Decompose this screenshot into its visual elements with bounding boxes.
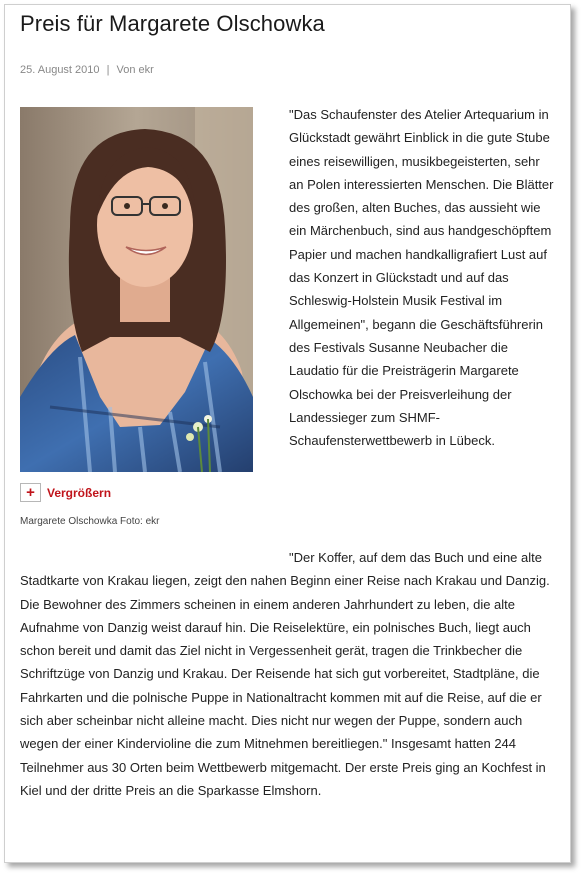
article-author: Von ekr: [116, 64, 154, 76]
photo-caption: Margarete Olschowka Foto: ekr: [20, 516, 160, 527]
article-meta: [20, 64, 154, 76]
enlarge-image-button[interactable]: [20, 483, 111, 502]
article-title: Preis für Margarete Olschowka: [20, 11, 325, 36]
meta-separator: |: [106, 64, 110, 76]
article-paragraph-1: "Das Schaufenster des Atelier Artequarium in Glückstadt gewährt Einblick in die gute Stube eines reisewilligen, musikbegeisterten, sehr an Polen interessierten Menschen. Die Blätter des großen, alten Buches, das aussieht wie ein Märchenbuch, sind aus handgeschöpftem Papier und machen handkalligrafiert Lust auf das Konzert in Glückstadt und auf das Schleswig-Holstein Musik Festival im Allgemeinen", begann die Geschäftsführerin des Festivals Susanne Neubacher die Laudatio für die Preisträgerin Margarete Olschowka bei der Preisverleihung der Landessieger zum SHMF-Schaufensterwettbewerb in Lübeck.: [289, 107, 554, 449]
portrait-illustration: [20, 107, 253, 472]
article-paragraph-2: "Der Koffer, auf dem das Buch und eine alte Stadtkarte von Krakau liegen, zeigt den nahen Beginn einer Reise nach Krakau und Danzig. Die Bewohner des Zimmers scheinen in einem anderen Jahrhundert zu leben, die alte Aufnahme von Danzig weist darauf hin. Die Reiselektüre, ein polnisches Buch, liegt auch schon bereit und damit das Ziel nicht in Vergessenheit gerät, tragen die Trinkbecher die Schriftzüge von Danzig und Krakau. Der Reisende hat sich gut vorbereitet, Stadtpläne, die Fahrkarten und die polnische Puppe in Nationaltracht kommen mit auf die Reise, auf die er sich aber scheinbar nicht alleine macht. Dies nicht nur wegen der Puppe, sondern auch wegen der einer Kindervioline die zum Mitnehmen bereitliegen." Insgesamt hatten 244 Teilnehmer aus 30 Orten beim Wettbewerb mitgemacht. Der erste Preis ging an Kochfest in Kiel und der dritte Preis an die Sparkasse Elmshorn.: [20, 550, 550, 798]
article-body-full-width: [20, 546, 555, 802]
article-date: 25. August 2010: [20, 64, 100, 76]
enlarge-label: Vergrößern: [47, 485, 112, 500]
plus-icon: +: [20, 483, 41, 502]
portrait-photo[interactable]: [20, 107, 253, 472]
